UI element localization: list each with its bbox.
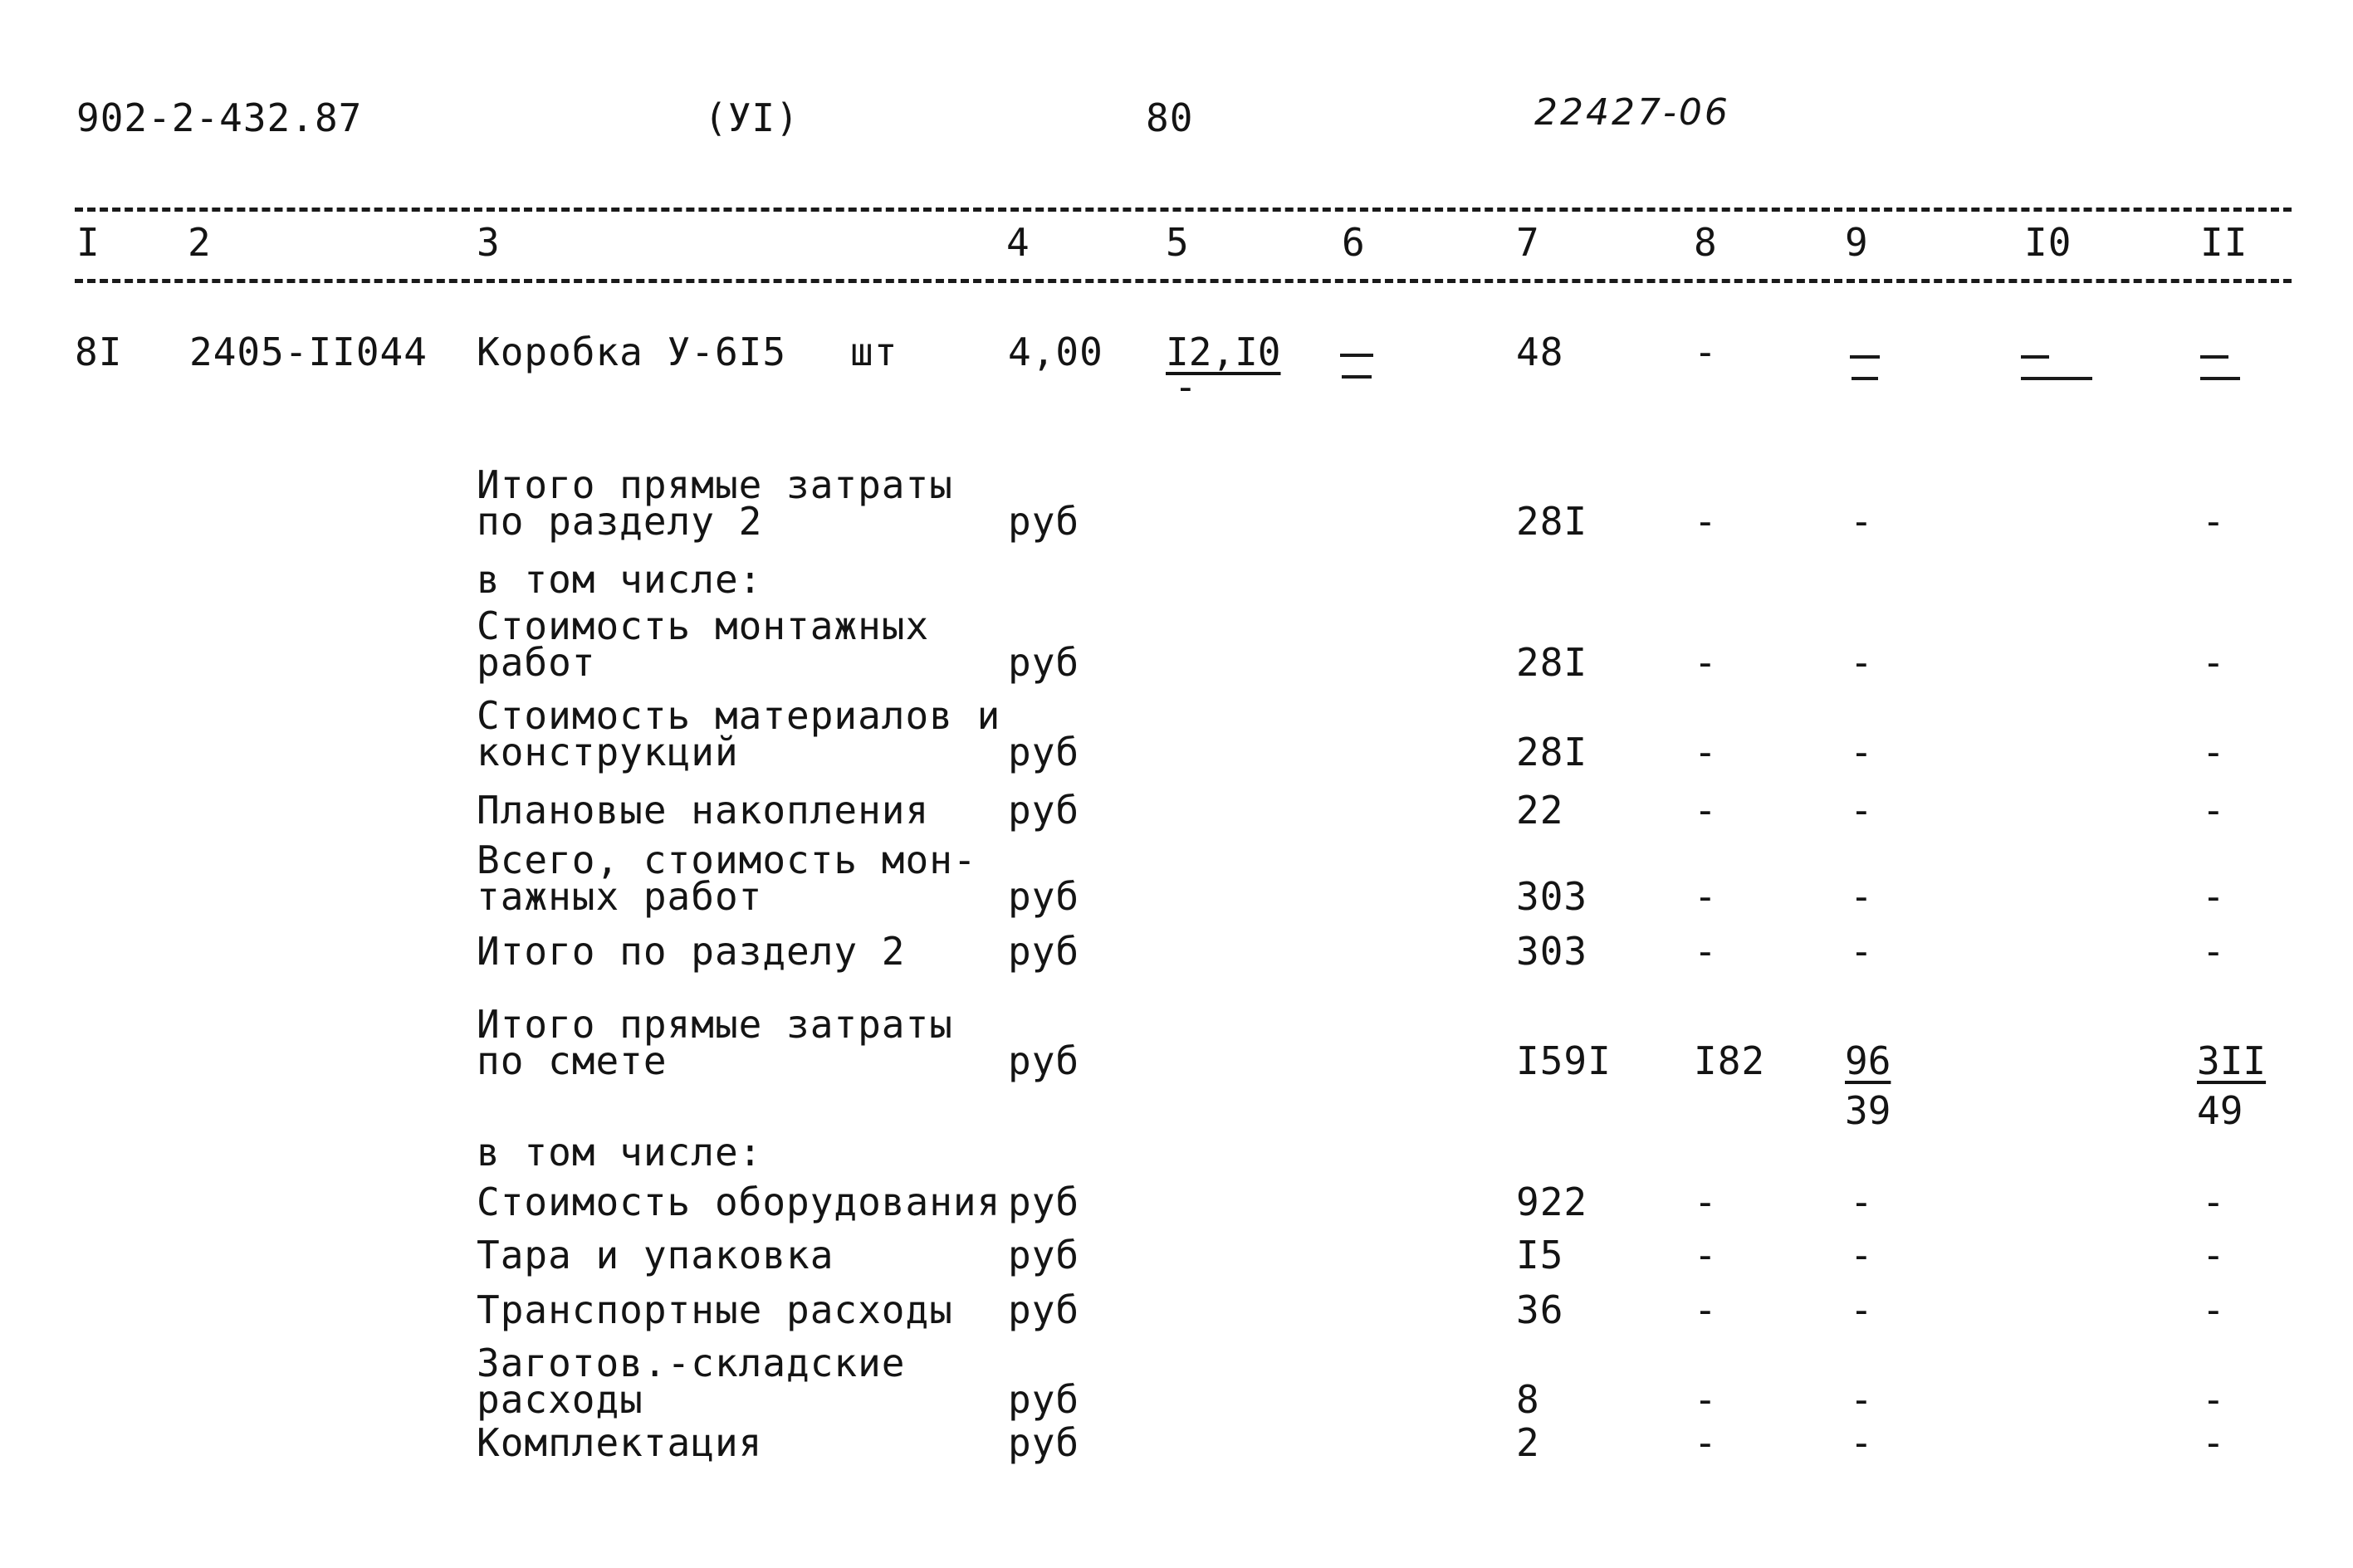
item-price-value: I2,I0	[1166, 330, 1281, 374]
column-header-1: I	[76, 220, 100, 265]
summary-label: Заготов.-складские	[477, 1341, 906, 1385]
summary-col9: -	[1850, 1377, 1874, 1422]
summary-col9: -	[1850, 1420, 1874, 1465]
item-col8-dash: -	[1694, 330, 1718, 374]
summary-col11: -	[2202, 929, 2226, 974]
summary-unit: руб	[1008, 929, 1080, 974]
column-header-3: 3	[477, 220, 501, 265]
column-header-4: 4	[1006, 220, 1030, 265]
summary-label: Транспортные расходы	[477, 1287, 953, 1332]
item-code: 2405-II044	[189, 330, 428, 374]
summary-label: Плановые накопления	[477, 788, 930, 833]
summary-label: Итого прямые затраты	[477, 462, 953, 507]
summary-col8: -	[1694, 1377, 1718, 1422]
summary-col7: 28I	[1516, 499, 1588, 544]
summary-col7: 2	[1516, 1420, 1540, 1465]
summary-unit: руб	[1008, 788, 1080, 833]
summary-col11: -	[2202, 874, 2226, 919]
column-header-11: II	[2200, 220, 2248, 265]
summary-label: Итого прямые затраты	[477, 1002, 953, 1047]
summary-col9: -	[1850, 640, 1874, 685]
summary-label: Комплектация	[477, 1420, 763, 1465]
summary-label: Тара и упаковка	[477, 1233, 834, 1277]
summary-col11: -	[2202, 640, 2226, 685]
summary-label: работ	[477, 640, 596, 685]
summary-col8: -	[1694, 788, 1718, 833]
summary-col11: -	[2202, 1287, 2226, 1332]
summary-col9: -	[1850, 1287, 1874, 1332]
total-col11-fraction	[2197, 1038, 2267, 1133]
summary-col9: -	[1850, 730, 1874, 774]
page-number: 80	[1146, 95, 1194, 140]
summary-label: конструкций	[477, 730, 739, 774]
summary-col11: -	[2202, 1180, 2226, 1224]
summary-col7: I59I	[1516, 1038, 1612, 1083]
total-col11-numerator: 3II	[2197, 1038, 2267, 1083]
summary-col7: 36	[1516, 1287, 1564, 1332]
summary-col7: 22	[1516, 788, 1564, 833]
summary-col9: -	[1850, 499, 1874, 544]
summary-label: в том числе:	[477, 1130, 763, 1175]
summary-unit: руб	[1008, 1287, 1080, 1332]
summary-unit: руб	[1008, 1377, 1080, 1422]
top-dashed-rule	[75, 208, 2292, 212]
summary-label: Итого по разделу 2	[477, 929, 906, 974]
summary-col11: -	[2202, 499, 2226, 544]
total-col9-denominator: 39	[1845, 1088, 1891, 1133]
summary-col8: -	[1694, 640, 1718, 685]
item-quantity: 4,00	[1008, 330, 1103, 374]
summary-col9: -	[1850, 929, 1874, 974]
item-price	[1166, 332, 1280, 407]
summary-col9: -	[1850, 1180, 1874, 1224]
column-header-6: 6	[1342, 220, 1366, 265]
summary-label: в том числе:	[477, 557, 763, 602]
summary-col7: 28I	[1516, 730, 1588, 774]
summary-col8: -	[1694, 929, 1718, 974]
summary-col11: -	[2202, 730, 2226, 774]
summary-unit: руб	[1008, 640, 1080, 685]
volume-label: (УI)	[704, 95, 800, 140]
summary-col8: -	[1694, 1287, 1718, 1332]
summary-label: тажных работ	[477, 874, 763, 919]
col10-equals-mark	[2021, 355, 2067, 388]
summary-unit: руб	[1008, 499, 1080, 544]
summary-label: Стоимость монтажных	[477, 603, 930, 648]
summary-unit: руб	[1008, 1233, 1080, 1277]
summary-unit: руб	[1008, 874, 1080, 919]
summary-label: Всего, стоимость мон-	[477, 838, 977, 882]
summary-col8: -	[1694, 499, 1718, 544]
summary-unit: руб	[1008, 1180, 1080, 1224]
summary-col7: 303	[1516, 929, 1588, 974]
total-col9-numerator: 96	[1845, 1038, 1891, 1083]
summary-unit: руб	[1008, 1420, 1080, 1465]
item-number: 8I	[75, 330, 123, 374]
summary-unit: руб	[1008, 730, 1080, 774]
item-name: Коробка У-6I5	[477, 330, 787, 374]
summary-unit: руб	[1008, 1038, 1080, 1083]
col6-equals-mark	[1340, 354, 1387, 387]
summary-col9: -	[1850, 1233, 1874, 1277]
column-header-9: 9	[1845, 220, 1869, 265]
summary-col7: 8	[1516, 1377, 1540, 1422]
document-code: 902-2-432.87	[76, 95, 363, 140]
total-col9-fraction	[1845, 1038, 1891, 1133]
summary-label: Стоимость оборудования	[477, 1180, 1001, 1224]
col9-equals-mark	[1850, 355, 1896, 388]
column-header-5: 5	[1166, 220, 1190, 265]
total-col11-denominator: 49	[2197, 1088, 2243, 1133]
summary-col8: -	[1694, 1233, 1718, 1277]
column-header-8: 8	[1694, 220, 1718, 265]
summary-col8: I82	[1694, 1038, 1766, 1083]
summary-col7: 922	[1516, 1180, 1588, 1224]
item-unit: шт	[850, 330, 898, 374]
summary-label: по разделу 2	[477, 499, 763, 544]
summary-col8: -	[1694, 730, 1718, 774]
summary-col7: 303	[1516, 874, 1588, 919]
summary-col7: 28I	[1516, 640, 1588, 685]
summary-col11: -	[2202, 1233, 2226, 1277]
summary-col9: -	[1850, 788, 1874, 833]
column-header-7: 7	[1516, 220, 1540, 265]
col11-equals-mark	[2200, 355, 2247, 388]
summary-label: по смете	[477, 1038, 668, 1083]
summary-col11: -	[2202, 1377, 2226, 1422]
summary-label: Стоимость материалов и	[477, 693, 1001, 738]
item-total: 48	[1516, 330, 1564, 374]
handwritten-stamp: 22427-06	[1534, 91, 1730, 134]
header-bottom-dashed-rule	[75, 279, 2292, 283]
column-header-10: I0	[2024, 220, 2072, 265]
summary-col8: -	[1694, 1180, 1718, 1224]
summary-col11: -	[2202, 788, 2226, 833]
column-header-2: 2	[188, 220, 212, 265]
summary-col8: -	[1694, 874, 1718, 919]
summary-col8: -	[1694, 1420, 1718, 1465]
summary-label: расходы	[477, 1377, 643, 1422]
summary-col11: -	[2202, 1420, 2226, 1465]
summary-col9: -	[1850, 874, 1874, 919]
item-price-dash: -	[1174, 364, 1197, 409]
summary-col7: I5	[1516, 1233, 1564, 1277]
